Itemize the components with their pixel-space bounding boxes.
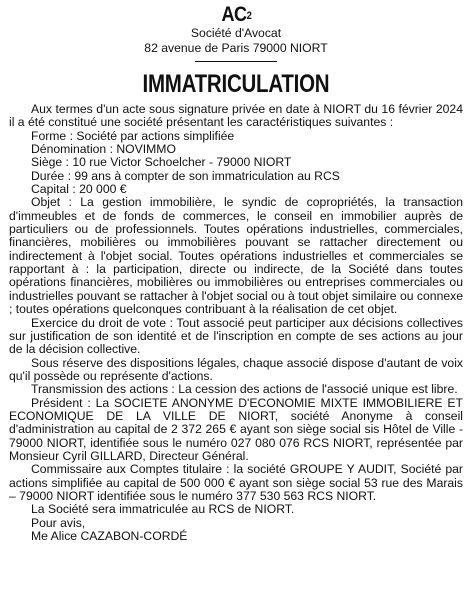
firm-type: Société d'Avocat <box>190 26 282 40</box>
siege-line: Siège : 10 rue Victor Schoelcher - 79000 NIORT <box>31 155 292 170</box>
president-paragraph: Président : La SOCIETE ANONYME D'ECONOMIE MIXTE IMMOBILIERE ET ECONOMIQUE DE LA VILLE DE NIORT, société Anonyme à conseil d'administration au capital de 2 372 265 € ayant son siège social sis Hôtel de Ville - 79000 NIORT, identifiée sous le numéro 027 080 076 RCS NIORT, représentée par Monsieur Cyril GILLARD, Directeur Général. <box>9 395 463 463</box>
firm-name-sup: 2 <box>246 10 252 22</box>
notice-body <box>9 103 463 543</box>
transmission-paragraph: Transmission des actions : La cession des actions de l'associé unique est libre. <box>31 382 458 397</box>
immatriculation-line: La Société sera immatriculée au RCS de NIORT. <box>31 502 295 517</box>
notice-header <box>9 4 463 62</box>
pour-avis-line: Pour avis, <box>31 515 86 530</box>
vote-paragraph: Exercice du droit de vote : Tout associé peut participer aux décisions collectives sur justification de son identité et de l'inscription en compte de ses actions au jour de la décision collective. <box>9 315 463 357</box>
signature-line: Me Alice CAZABON-CORDÉ <box>31 529 188 543</box>
denomination-line: Dénomination : NOVIMMO <box>31 142 176 157</box>
duree-line: Durée : 99 ans à compter de son immatriculation au RCS <box>31 168 340 183</box>
firm-logo <box>221 4 251 26</box>
capital-line: Capital : 20 000 € <box>31 182 127 197</box>
reserve-paragraph: Sous réserve des dispositions légales, chaque associé dispose d'autant de voix qu'il possède ou représente d'actions. <box>9 355 463 383</box>
intro-paragraph: Aux termes d'un acte sous signature privée en date à NIORT du 16 février 2024 il a été constitué une société présentant les caractéristiques suivantes : <box>9 102 463 130</box>
objet-paragraph: Objet : La gestion immobilière, le syndic de copropriétés, la transaction d'immeubles et de fonds de commerces, le conseil en immobilier auprès de particuliers ou de professionnels. Toutes opérations industrielles, commerciales, financières, mobilières ou immobilières pouvant se rattacher directement ou indirectement à l'objet social. Toutes opérations industrielles et commerciales se rapportant à : la participation, directe ou indirecte, de la Société dans toutes opérations financières, mobilières ou immobilières ou entreprises commerciales ou industrielles pouvant se rattacher à l'objet social ou à tout objet similaire ou connexe ; toutes opérations quelconques contribuant à la réalisation de cet objet. <box>9 195 463 317</box>
forme-line: Forme : Société par actions simplifiée <box>31 128 235 143</box>
commissaire-paragraph: Commissaire aux Comptes titulaire : la société GROUPE Y AUDIT, Société par actions simplifiée au capital de 500 000 € ayant son siège social 53 rue des Marais – 79000 NIORT identifiée sous le numéro 377 530 563 RCS NIORT. <box>9 462 463 503</box>
firm-name: AC <box>220 3 247 26</box>
firm-address: 82 avenue de Paris 79000 NIORT <box>144 41 328 55</box>
notice-title: IMMATRICULATION <box>142 70 330 98</box>
